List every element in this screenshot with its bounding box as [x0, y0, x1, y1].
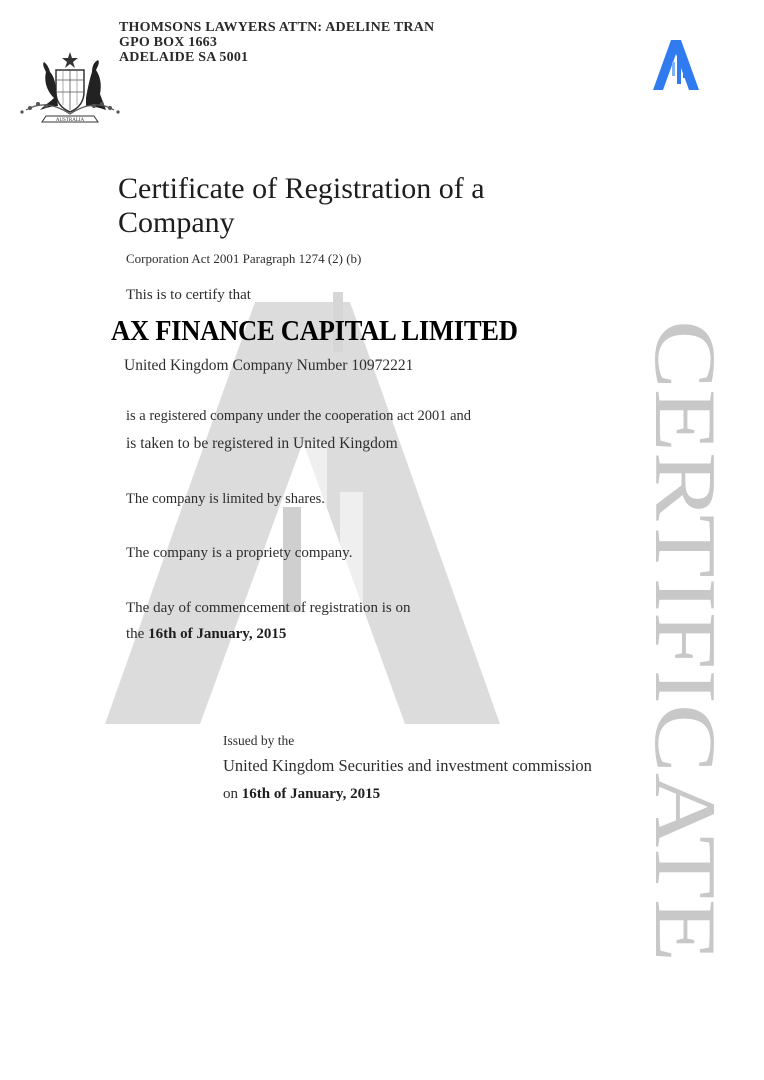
coat-of-arms-icon [16, 50, 124, 128]
company-type: The company is a propriety company. [126, 545, 353, 561]
issued-date-line [223, 786, 380, 803]
commencement-line [126, 626, 286, 643]
vertical-certificate-text: CERTIFICATE [636, 320, 733, 868]
company-number-label: United Kingdom Company Number [124, 357, 348, 374]
issued-by-label: Issued by the [223, 733, 295, 748]
registered-line-1: is a registered company under the cooperation act 2001 and [126, 408, 472, 424]
vertical-certificate-watermark [636, 318, 733, 964]
company-name: AX FINANCE CAPITAL LIMITED [111, 316, 518, 347]
issued-on-prefix: on [223, 786, 238, 802]
address-line-2: GPO BOX 1663 [119, 35, 218, 50]
recipient-address [119, 20, 434, 65]
address-line-1: THOMSONS LAWYERS ATTN: ADELINE TRAN [119, 20, 435, 35]
commencement-date: 16th of January, 2015 [148, 626, 287, 642]
page-title: Certificate of Registration of a Company [118, 172, 485, 239]
issuer-name: United Kingdom Securities and investment commission [223, 756, 592, 775]
company-number: 10972221 [351, 357, 414, 374]
issued-date: 16th of January, 2015 [241, 786, 381, 802]
limited-by-shares: The company is limited by shares. [126, 491, 325, 507]
commencement-intro: The day of commencement of registration is on [126, 600, 411, 616]
crest-scroll-text: AUSTRALIA [55, 118, 85, 123]
company-logo-icon [651, 38, 699, 90]
commencement-prefix: the [126, 626, 145, 642]
registered-line-2: is taken to be registered in United Kingdom [126, 435, 398, 452]
certify-intro: This is to certify that [126, 287, 251, 303]
address-line-3: ADELAIDE SA 5001 [119, 50, 249, 65]
company-number-line [124, 357, 413, 375]
act-reference: Corporation Act 2001 Paragraph 1274 (2) (b) [126, 251, 362, 266]
